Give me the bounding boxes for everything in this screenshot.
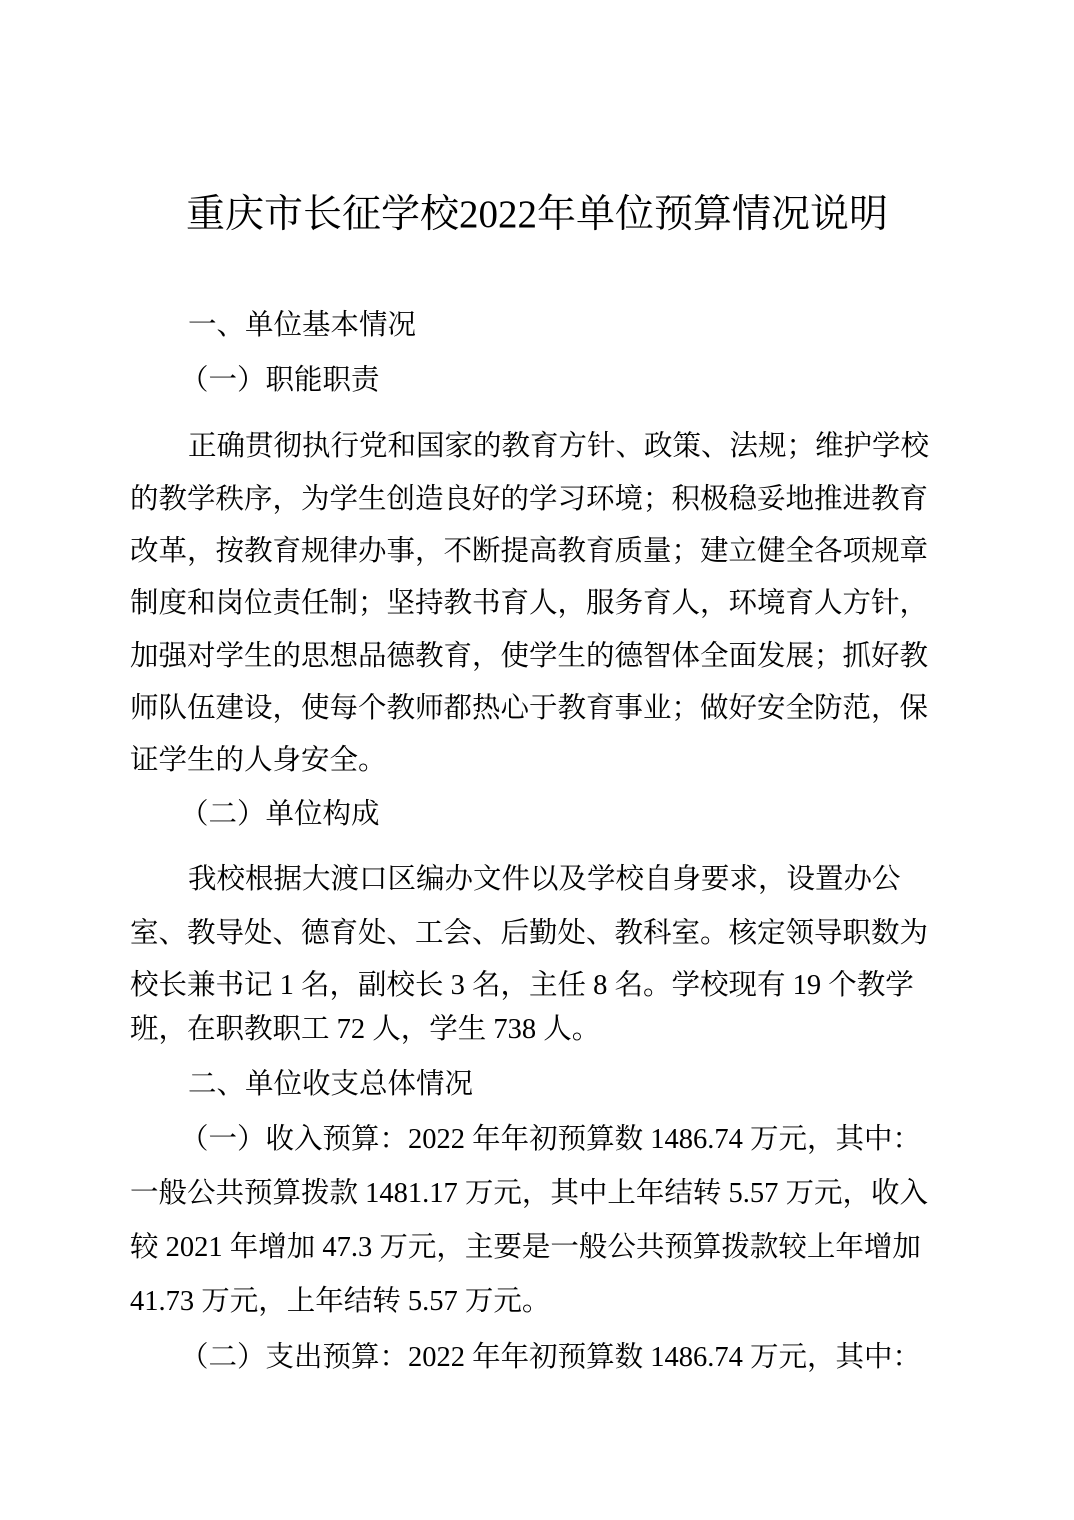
paragraph-line: 正确贯彻执行党和国家的教育方针、政策、法规；维护学校 [188,431,930,462]
section-heading: 二、单位收支总体情况 [188,1069,474,1100]
paragraph-line: （二）支出预算：2022 年年初预算数 1486.74 万元，其中： [180,1342,922,1373]
paragraph-line: 一般公共预算拨款 1481.17 万元，其中上年结转 5.57 万元，收入 [130,1178,929,1209]
paragraph-line: 加强对学生的思想品德教育，使学生的德智体全面发展；抓好教 [130,641,929,672]
paragraph-line: 较 2021 年增加 47.3 万元，主要是一般公共预算拨款较上年增加 [130,1232,921,1263]
paragraph-line: 的教学秩序，为学生创造良好的学习环境；积极稳妥地推进教育 [130,484,929,515]
paragraph-line: 制度和岗位责任制；坚持教书育人，服务育人，环境育人方针， [130,588,929,619]
paragraph-line: 师队伍建设，使每个教师都热心于教育事业；做好安全防范，保 [130,693,929,724]
paragraph-line: （一）收入预算：2022 年年初预算数 1486.74 万元，其中： [180,1124,922,1155]
paragraph-line: 41.73 万元，上年结转 5.57 万元。 [130,1286,551,1317]
paragraph-line: 班，在职教职工 72 人，学生 738 人。 [130,1014,601,1045]
paragraph-line: 证学生的人身安全。 [130,745,387,776]
subsection-heading: （二）单位构成 [180,799,380,830]
section-heading: 一、单位基本情况 [188,310,417,341]
paragraph-line: 校长兼书记 1 名，副校长 3 名，主任 8 名。学校现有 19 个教学 [130,970,914,1001]
paragraph-line: 室、教导处、德育处、工会、后勤处、教科室。核定领导职数为 [130,918,929,949]
subsection-heading: （一）职能职责 [180,365,380,396]
paragraph-line: 我校根据大渡口区编办文件以及学校自身要求，设置办公 [188,864,901,895]
document-title: 重庆市长征学校2022年单位预算情况说明 [185,193,888,236]
paragraph-line: 改革，按教育规律办事，不断提高教育质量；建立健全各项规章 [130,536,929,567]
